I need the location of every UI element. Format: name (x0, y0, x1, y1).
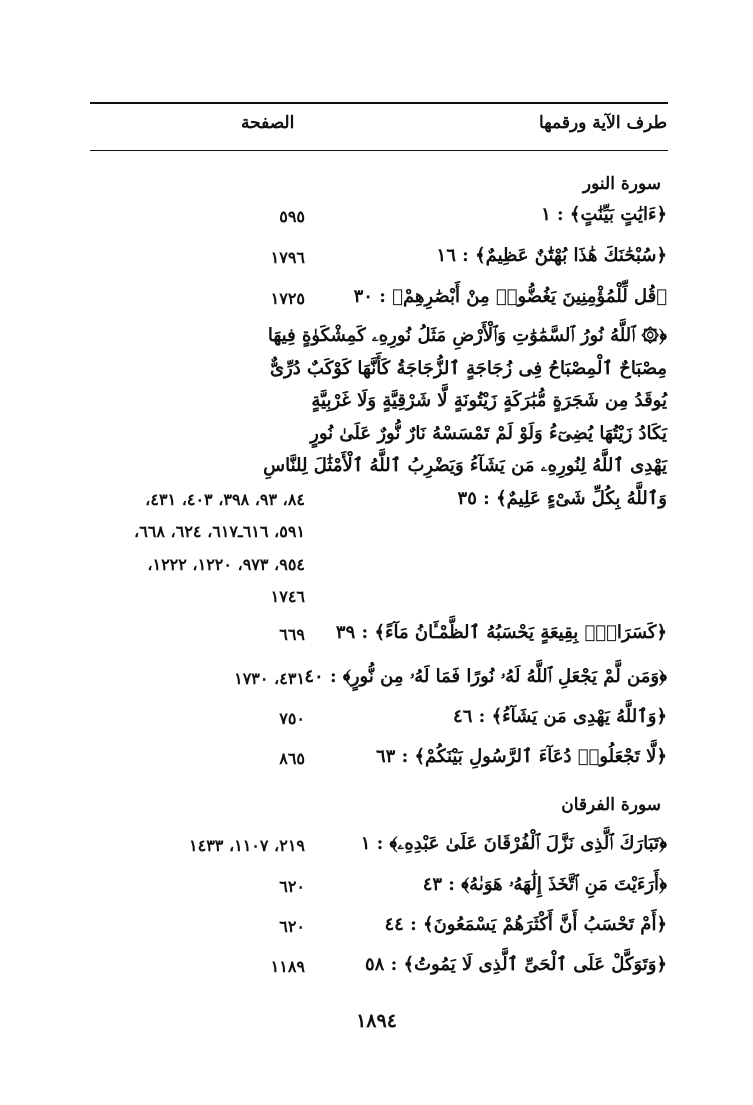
surah-heading-nur: سورة النور (582, 174, 661, 194)
verse-entry-multiline (263, 320, 667, 515)
verse-line: يُوقَدُ مِن شَجَرَةٍ مُّبَٰرَكَةٍ زَيْتُونَةٍ لَّا شَرْقِيَّةٍ وَلَا غَرْبِيَّةٍ (311, 390, 667, 411)
page-reference: ١١٨٩ (270, 957, 305, 976)
page-reference: ٦٦٩ (279, 625, 305, 644)
verse-line: يَهْدِى ٱللَّهُ لِنُورِهِۦ مَن يَشَآءُ وَيَضْرِبُ ٱللَّهُ ٱلْأَمْثَٰلَ لِلنَّاسِ (263, 455, 667, 476)
surah-heading-furqan: سورة الفرقان (561, 795, 661, 815)
verse-entry: ﴿وَتَوَكَّلْ عَلَى ٱلْحَىِّ ٱلَّذِى لَا يَمُوتُ﴾ : ٥٨ (365, 954, 667, 975)
verse-entry: ﴿تَبَارَكَ ٱلَّذِى نَزَّلَ ٱلْفُرْقَانَ عَلَىٰ عَبْدِهِۦ﴾ : ١ (360, 833, 667, 854)
page-reference: ١٧٤٦ (270, 587, 305, 606)
verse-entry: ﴿وَٱللَّهُ يَهْدِى مَن يَشَآءُ﴾ : ٤٦ (453, 706, 667, 727)
page-reference: ٢١٩، ١١٠٧، ١٤٣٣ (189, 836, 305, 855)
page-reference: ٨٤، ٩٣، ٣٩٨، ٤٠٣، ٤٣١، (145, 490, 305, 509)
page-reference: ٦٢٠ (279, 917, 305, 936)
verse-entry: ﴿أَرَءَيْتَ مَنِ ٱتَّخَذَ إِلَٰهَهُۥ هَوَىٰهُ﴾ : ٤٣ (422, 874, 667, 895)
verse-entry: ﴿قُل لِّلْمُؤْمِنِينَ يَغُضُّوا۟ مِنْ أَبْصَٰرِهِمْ﴾ : ٣٠ (353, 286, 667, 307)
verse-line: يَكَادُ زَيْتُهَا يُضِىٓءُ وَلَوْ لَمْ تَمْسَسْهُ نَارٌ نُّورٌ عَلَىٰ نُورٍ (310, 422, 667, 444)
verse-line: وَٱللَّهُ بِكُلِّ شَىْءٍ عَلِيمٌ﴾ : ٣٥ (457, 487, 667, 509)
verse-entry: ﴿وَمَن لَّمْ يَجْعَلِ ٱللَّهُ لَهُۥ نُورًا فَمَا لَهُۥ مِن نُّورٍ﴾ : ٤٠ (304, 666, 667, 687)
page-reference: ٤٣١، ١٧٣٠ (234, 669, 305, 688)
verse-entry: ﴿أَمْ تَحْسَبُ أَنَّ أَكْثَرَهُمْ يَسْمَعُونَ﴾ : ٤٤ (384, 914, 667, 935)
header-top-rule (90, 102, 668, 104)
page-reference: ٥٩٥ (279, 207, 305, 226)
page-number: ١٨٩٤ (356, 1010, 397, 1032)
verse-entry: ﴿لَّا تَجْعَلُوا۟ دُعَآءَ ٱلرَّسُولِ بَيْنَكُمْ﴾ : ٦٣ (375, 746, 667, 767)
verse-line: ﴿۞ ٱللَّهُ نُورُ ٱلسَّمَٰوَٰتِ وَٱلْأَرْضِ مَثَلُ نُورِهِۦ كَمِشْكَوٰةٍ فِيهَا (267, 325, 667, 346)
header-bottom-rule (90, 150, 668, 151)
page-reference: ٩٥٤، ٩٧٣، ١٢٢٠، ١٢٢٢، (147, 555, 305, 574)
verse-entry: ﴿ءَايَٰتٍ بَيِّنَٰتٍ﴾ : ١ (541, 204, 667, 225)
page-reference: ٧٥٠ (279, 709, 305, 728)
verse-line: مِصْبَاحٌ ٱلْمِصْبَاحُ فِى زُجَاجَةٍ ٱلزُّجَاجَةُ كَأَنَّهَا كَوْكَبٌ دُرِّىٌّ (269, 357, 667, 379)
page-reference: ٦٢٠ (279, 877, 305, 896)
page-reference: ٥٩١، ٦١٦ـ٦١٧، ٦٢٤، ٦٦٨، (134, 522, 305, 541)
verse-entry: ﴿كَسَرَابٍۭ بِقِيعَةٍ يَحْسَبُهُ ٱلظَّمْـَٔانُ مَآءً﴾ : ٣٩ (335, 622, 667, 643)
page-reference: ١٧٢٥ (270, 289, 305, 308)
page-reference: ٨٦٥ (279, 749, 305, 768)
verse-column-header: طرف الآية ورقمها (538, 113, 667, 133)
verse-entry: ﴿سُبْحَٰنَكَ هَٰذَا بُهْتَٰنٌ عَظِيمٌ﴾ : ١٦ (436, 245, 667, 266)
page-column-header: الصفحة (241, 113, 295, 133)
page-reference: ١٧٩٦ (270, 248, 305, 267)
